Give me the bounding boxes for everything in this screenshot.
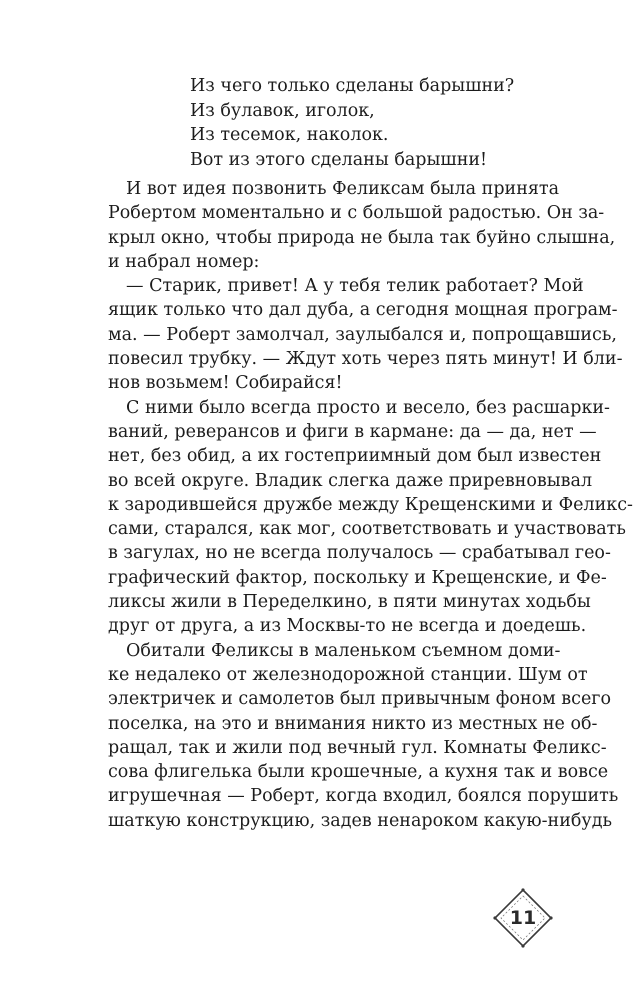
text-line: И вот идея позвонить Феликсам была принята (126, 179, 560, 199)
verse-line: Из тесемок, наколок. (190, 125, 389, 145)
text-line: к зародившейся дружбе между Крещенскими и Феликс- (108, 494, 633, 515)
verse-line: Из чего только сделаны барышни? (190, 76, 515, 96)
verse-block (190, 74, 514, 172)
text-line: игрушечная — Роберт, когда входил, боялся порушить (108, 786, 619, 807)
text-line: ликсы жили в Переделкино, в пяти минутах ходьбы (108, 592, 591, 613)
text-line: крыл окно, чтобы природа не была так буйно слышна, (108, 227, 616, 248)
text-line: и набрал номер: (108, 251, 260, 272)
text-line: — Старик, привет! А у тебя телик работает? Мой (126, 276, 584, 297)
text-line: в загулах, но не всегда получалось — срабатывал гео- (108, 543, 611, 564)
text-line: ма. — Роберт замолчал, заулыбался и, попрощавшись, (108, 324, 617, 345)
text-line: сова флигелька были крошечные, а кухня так и вовсе (108, 762, 609, 783)
text-line: электричек и самолетов был привычным фоном всего (108, 689, 612, 710)
paragraph (108, 396, 633, 639)
text-line: сами, старался, как мог, соответствовать и участвовать (108, 519, 626, 540)
text-line: ращал, так и жили под вечный гул. Комнаты Феликс- (108, 737, 607, 758)
text-line: графический фактор, поскольку и Крещенские, и Фе- (108, 567, 607, 588)
text-line: ваний, реверансов и фиги в кармане: да — да, нет — (108, 421, 597, 442)
paragraph (108, 177, 616, 274)
paragraph (108, 639, 619, 833)
verse-line: Вот из этого сделаны барышни! (190, 149, 488, 170)
text-line: Робертом моментально и с большой радостью. Он за- (108, 203, 605, 224)
text-line: С ними было всегда просто и весело, без расшарки- (126, 397, 610, 418)
page-number-badge (492, 887, 554, 949)
text-line: поселка, на это и внимания никто из местных не об- (108, 713, 598, 734)
text-line: друг от друга, а из Москвы-то не всегда и доедешь. (108, 616, 587, 637)
body-text (108, 177, 633, 833)
text-line: ке недалеко от железнодорожной станции. Шум от (108, 664, 588, 685)
text-line: нов возьмем! Собирайся! (108, 373, 343, 394)
text-line: шаткую конструкцию, задев ненароком какую-нибудь (108, 810, 612, 831)
text-line: повесил трубку. — Ждут хоть через пять минут! И бли- (108, 349, 623, 370)
text-line: во всей округе. Владик слегка даже приревновывал (108, 470, 593, 491)
paragraph (108, 274, 623, 395)
text-line: Обитали Феликсы в маленьком съемном доми- (126, 640, 561, 661)
verse-line: Из булавок, иголок, (190, 100, 375, 121)
text-line: нет, без обид, а их гостеприимный дом был известен (108, 446, 602, 467)
page-number: 11 (509, 907, 537, 929)
text-line: ящик только что дал дуба, а сегодня мощная програм- (108, 300, 618, 321)
